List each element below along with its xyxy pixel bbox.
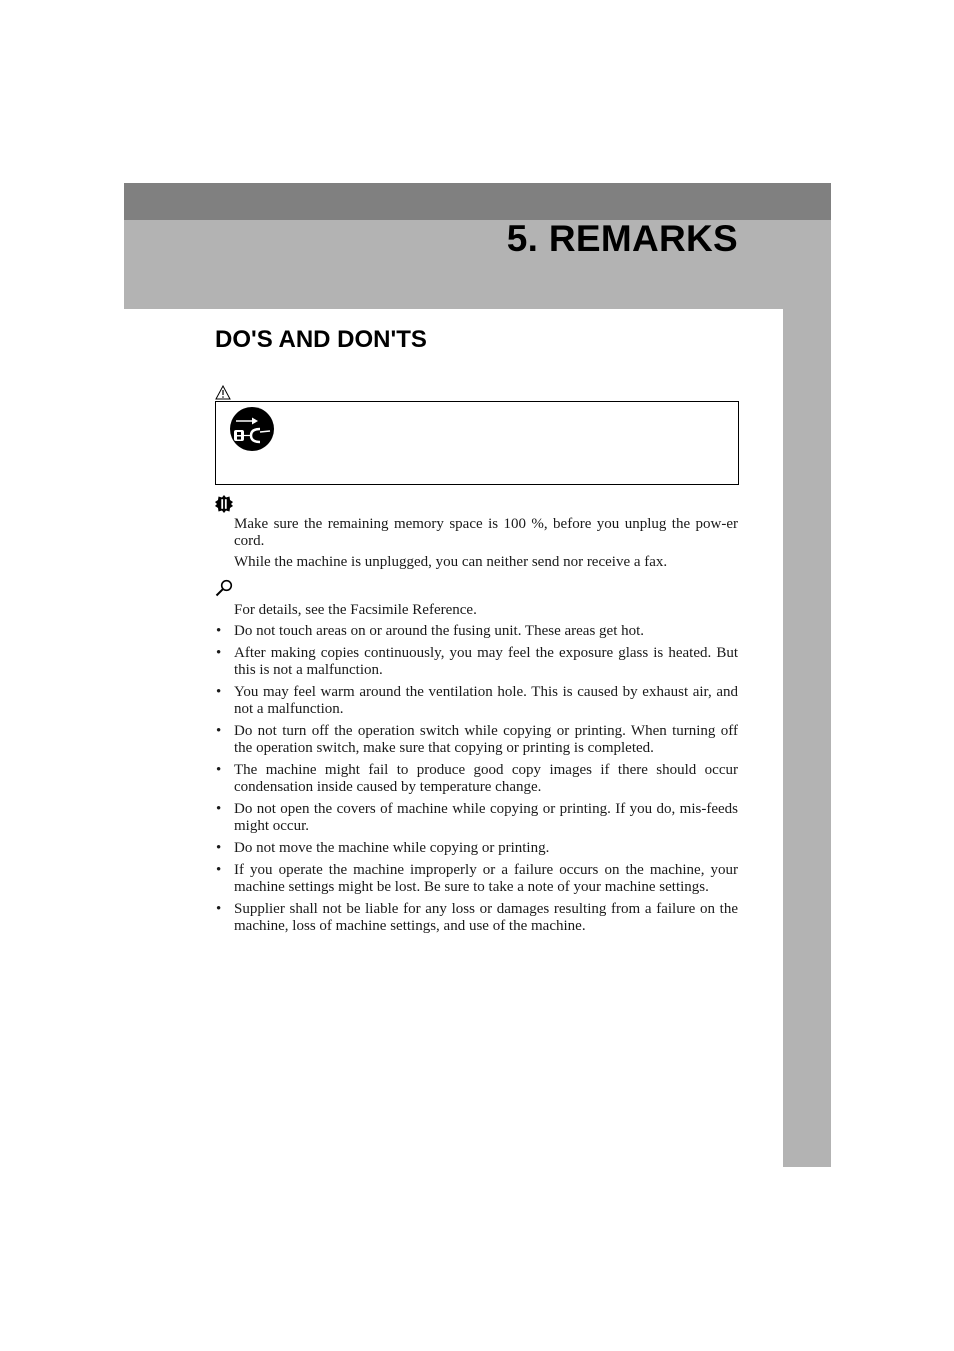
list-item-text: Do not touch areas on or around the fusing unit. These areas get hot.: [234, 623, 645, 639]
chapter-title: 5. REMARKS: [506, 218, 738, 259]
section-title: DO'S AND DON'TS: [215, 326, 427, 353]
list-item: [215, 723, 738, 757]
list-item: [215, 684, 738, 718]
reference-magnifier-icon: [215, 579, 233, 597]
list-item: [215, 762, 738, 796]
bullet-glyph: •: [216, 684, 222, 700]
list-item-text: You may feel warm around the ventilation hole. This is caused by exhaust air, and not a malfunction.: [234, 684, 738, 717]
bullet-glyph: •: [216, 623, 222, 639]
caution-box: [215, 401, 739, 485]
list-item-text: Do not open the covers of machine while copying or printing. If you do, mis-feeds might occur.: [234, 801, 738, 834]
precautions-list: [215, 623, 738, 935]
bullet-glyph: •: [216, 723, 222, 739]
list-item-text: Do not turn off the operation switch while copying or printing. When turning off the operation switch, make sure that copying or printing is completed.: [234, 723, 738, 756]
chapter-side-tab: [783, 309, 831, 1167]
list-item-text: Supplier shall not be liable for any loss or damages resulting from a failure on the machine, loss of machine settings, and use of the machine.: [234, 901, 738, 934]
chapter-header-top-band: [124, 183, 831, 220]
bullet-glyph: •: [216, 862, 222, 878]
list-item: [215, 901, 738, 935]
important-icon: [215, 495, 233, 513]
reference-text: For details, see the Facsimile Reference.: [234, 602, 477, 618]
list-item: [215, 862, 738, 896]
bullet-glyph: •: [216, 645, 222, 661]
list-item-text: After making copies continuously, you may feel the exposure glass is heated. But this is not a malfunction.: [234, 645, 738, 678]
important-paragraph: While the machine is unplugged, you can neither send nor receive a fax.: [234, 554, 668, 570]
warning-triangle-icon: [215, 385, 231, 400]
bullet-glyph: •: [216, 901, 222, 917]
list-item-text: If you operate the machine improperly or a failure occurs on the machine, your machine settings might be lost. Be sure to take a note of your machine settings.: [234, 862, 738, 895]
list-item: [215, 645, 738, 679]
list-item: [215, 840, 738, 857]
list-item: [215, 623, 738, 640]
list-item-text: The machine might fail to produce good copy images if there should occur condensation inside caused by temperature change.: [234, 762, 738, 795]
bullet-glyph: •: [216, 840, 222, 856]
bullet-glyph: •: [216, 801, 222, 817]
important-paragraph: Make sure the remaining memory space is 100 %, before you unplug the pow-er cord.: [234, 516, 738, 549]
list-item-text: Do not move the machine while copying or printing.: [234, 840, 550, 856]
list-item: [215, 801, 738, 835]
unplug-power-plug-icon: [230, 407, 274, 451]
bullet-glyph: •: [216, 762, 222, 778]
